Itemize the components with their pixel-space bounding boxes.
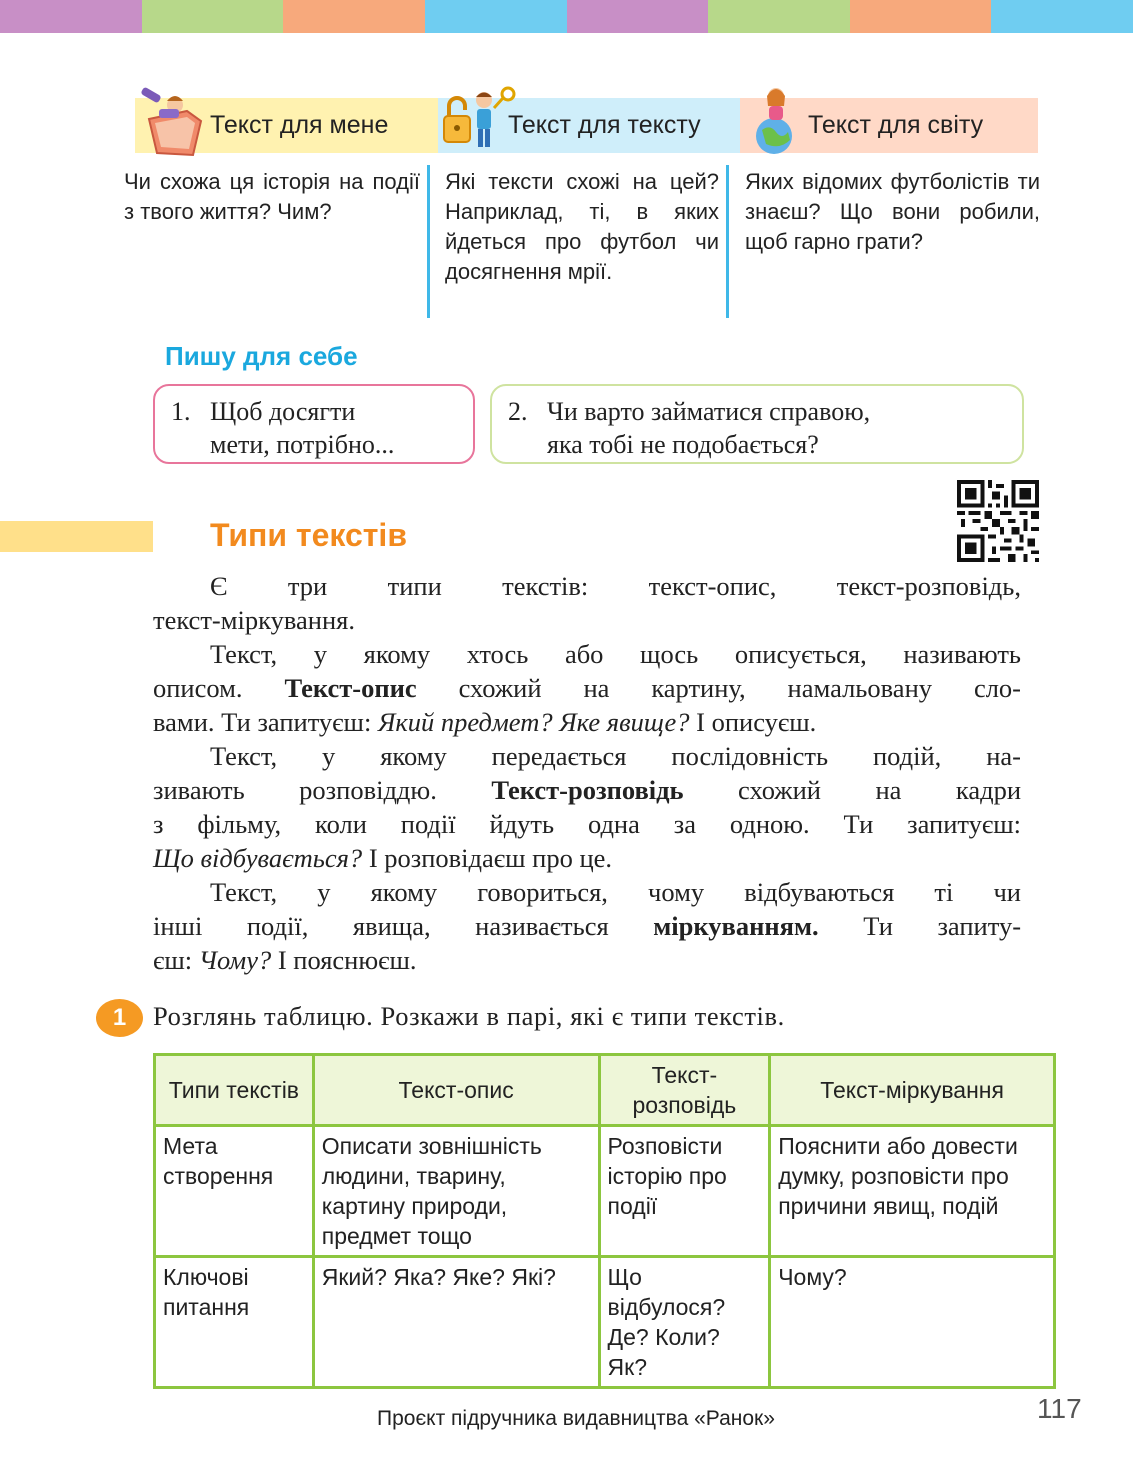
prompt-text: Щоб досягти мети, потрібно... (210, 397, 395, 459)
text: єш: (153, 945, 193, 975)
text-line (153, 841, 1021, 875)
column-text-for-world: Яких відомих футболістів ти знаєш? Що вони робили, щоб гарно грати? (745, 169, 1040, 254)
column-text-for-me: Чи схожа ця історія на події з твого життя? Чим? (124, 169, 420, 224)
color-segment (0, 0, 142, 33)
paragraph (153, 569, 1021, 637)
table-row (155, 1257, 1055, 1388)
text-line (153, 705, 1021, 739)
writing-heading: Пишу для себе (165, 341, 358, 371)
color-segment (425, 0, 567, 33)
prompt-number: 1. (171, 397, 191, 426)
boy-with-key-icon (442, 86, 522, 156)
text: схожий на кадри (738, 775, 1022, 805)
color-segment (283, 0, 425, 33)
girl-on-globe-icon (752, 84, 804, 156)
table-cell: Описати зовнішність людини, тварину, картину природи, предмет тощо (313, 1126, 599, 1257)
text: описом. (153, 673, 243, 703)
text-line: текст-міркування. (153, 605, 355, 635)
question-italic: Що відбувається? (153, 843, 363, 873)
text-line (153, 943, 1021, 977)
table-header: Текст-опис (313, 1055, 599, 1126)
table-row (155, 1126, 1055, 1257)
paragraph (153, 875, 1021, 977)
section-title: Типи текстів (210, 517, 407, 553)
term-bold: міркуванням. (653, 911, 819, 941)
prompt-text: Чи варто займатися справою, яка тобі не подобається? (547, 397, 871, 459)
text-line (153, 909, 1021, 943)
color-segment (567, 0, 709, 33)
text-line: Текст, у якому передається послідовність подій, на- (210, 741, 1021, 771)
text: вами. Ти запитуєш: (153, 707, 372, 737)
table-header: Типи текстів (155, 1055, 314, 1126)
text-types-table (153, 1053, 1056, 1389)
column-text-for-text: Які тексти схожі на цей? Наприклад, ті, в яких йдеться про футбол чи досягнення мрії. (445, 169, 719, 284)
task-number-badge: 1 (96, 999, 143, 1037)
term-bold: Текст-розповідь (491, 775, 684, 805)
text-line (153, 773, 1021, 807)
text-line (153, 671, 1021, 705)
prompt-number: 2. (508, 397, 528, 426)
paragraph (153, 637, 1021, 739)
table-header: Текст-міркування (770, 1055, 1055, 1126)
color-segment (850, 0, 992, 33)
table-cell: Ключові питання (155, 1257, 314, 1388)
table-cell: Пояснити або довести думку, розповісти про причини явищ, подій (770, 1126, 1055, 1257)
color-segment (708, 0, 850, 33)
top-color-bar (0, 0, 1133, 33)
color-segment (991, 0, 1133, 33)
task-text: Розглянь таблицю. Розкажи в парі, які є типи текстів. (153, 1001, 785, 1031)
table-cell: Розповісти історію про події (599, 1126, 770, 1257)
banner-label: Текст для мене (210, 111, 389, 139)
text-line: Текст, у якому говориться, чому відбуваються ті чи (210, 877, 1021, 907)
text: зивають розповіддю. (153, 775, 437, 805)
term-bold: Текст-опис (284, 673, 417, 703)
table-cell: Який? Яка? Яке? Які? (313, 1257, 599, 1388)
text: схожий на картину, намальовану сло- (458, 673, 1021, 703)
paragraph (153, 739, 1021, 875)
table-cell: Мета створення (155, 1126, 314, 1257)
text: І описуєш. (696, 707, 817, 737)
writing-prompt-2 (490, 384, 1024, 464)
page-number: 117 (1037, 1393, 1082, 1424)
table-header: Текст-розповідь (599, 1055, 770, 1126)
color-segment (142, 0, 284, 33)
question-italic: Чому? (198, 945, 272, 975)
text-line: Є три типи текстів: текст-опис, текст-розповідь, (210, 571, 1021, 601)
question-italic: Який предмет? Яке явище? (377, 707, 690, 737)
table-header-row (155, 1055, 1055, 1126)
section-marker (0, 521, 153, 552)
text: Ти запиту- (863, 911, 1022, 941)
body-text (153, 569, 1021, 977)
text: інші події, явища, називається (153, 911, 609, 941)
text: І розповідаєш про це. (368, 843, 613, 873)
footer-note: Проєкт підручника видавництва «Ранок» (377, 1407, 775, 1430)
table-cell: Чому? (770, 1257, 1055, 1388)
banner-label: Текст для тексту (508, 111, 701, 139)
text-line: Текст, у якому хтось або щось описується, називають (210, 639, 1021, 669)
banner-label: Текст для світу (808, 111, 984, 139)
text-line: з фільму, коли події йдуть одна за одною. Ти запитуєш: (153, 809, 1021, 839)
column-divider (427, 165, 430, 318)
writing-prompt-1 (153, 384, 475, 464)
qr-code-icon[interactable] (957, 480, 1039, 562)
table-cell: Що відбулося? Де? Коли? Як? (599, 1257, 770, 1388)
column-divider (726, 165, 729, 318)
girl-on-book-icon (135, 83, 213, 158)
text: І пояснюєш. (277, 945, 417, 975)
